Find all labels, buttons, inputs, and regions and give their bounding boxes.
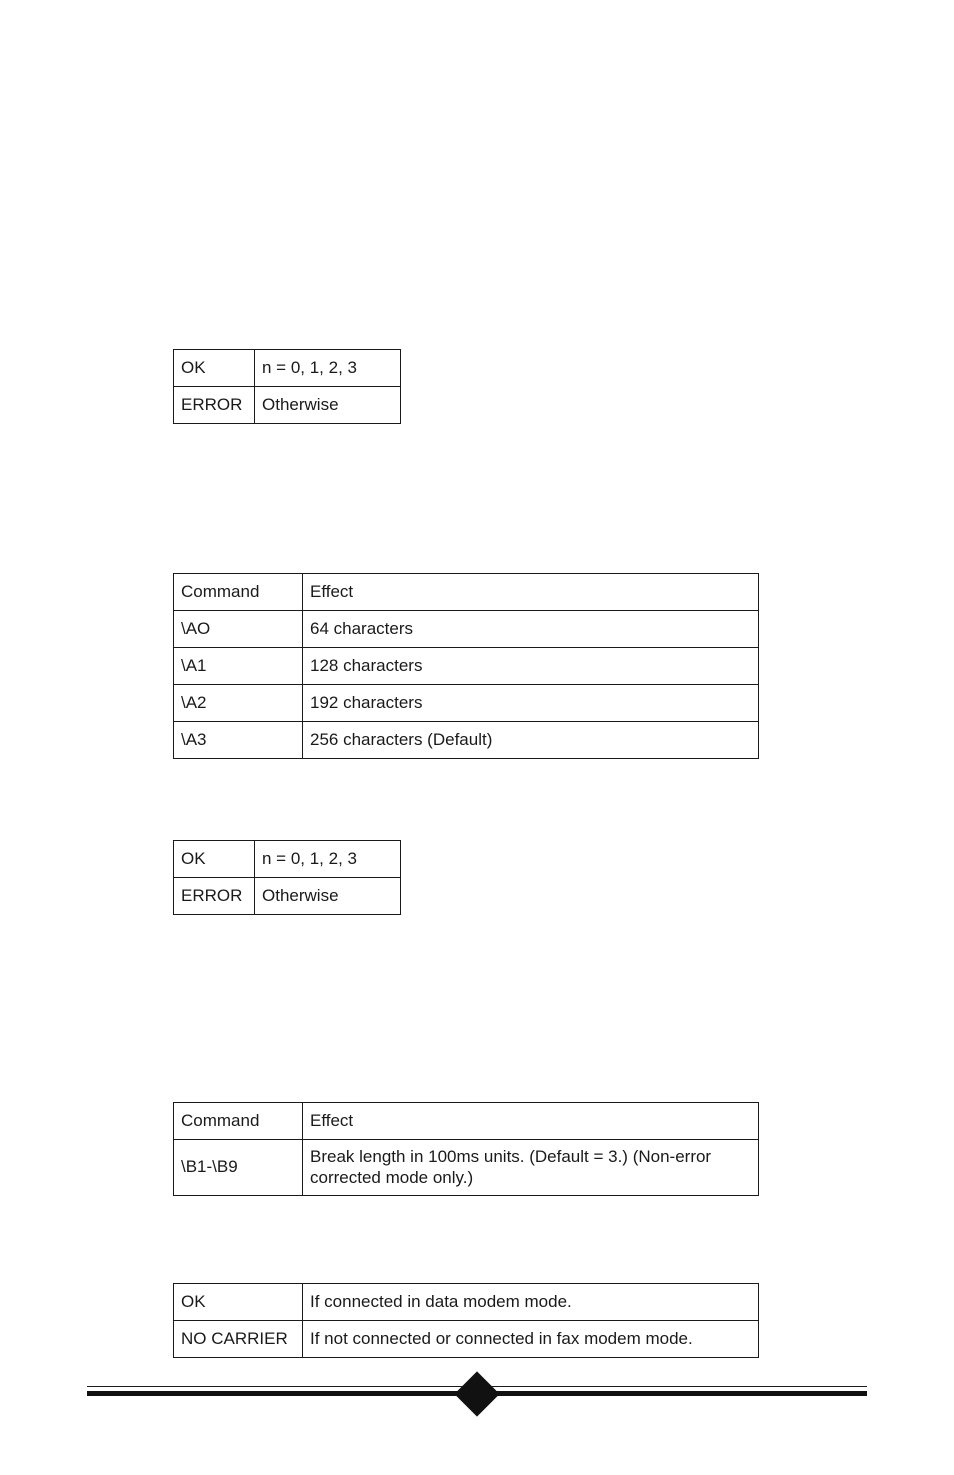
table-cell: If not connected or connected in fax modem mode. <box>303 1321 759 1358</box>
table-header-cell: Effect <box>303 574 759 611</box>
table-cell: \A2 <box>174 685 303 722</box>
result-codes-table-1 <box>173 349 401 424</box>
footer-diamond-ornament <box>454 1371 499 1416</box>
table-row <box>174 1284 759 1321</box>
table-cell: 256 characters (Default) <box>303 722 759 759</box>
table-row <box>174 722 759 759</box>
table-row <box>174 350 401 387</box>
table-header-row <box>174 574 759 611</box>
table-row <box>174 1321 759 1358</box>
table-cell: Otherwise <box>255 878 401 915</box>
table-cell: OK <box>174 841 255 878</box>
table-header-cell: Effect <box>303 1103 759 1140</box>
table-cell: \AO <box>174 611 303 648</box>
table-cell: Otherwise <box>255 387 401 424</box>
result-codes-table-2 <box>173 840 401 915</box>
break-length-command-table <box>173 1102 759 1196</box>
buffer-size-command-table <box>173 573 759 759</box>
table-header-cell: Command <box>174 574 303 611</box>
table-row <box>174 685 759 722</box>
table-cell: If connected in data modem mode. <box>303 1284 759 1321</box>
table-cell: 64 characters <box>303 611 759 648</box>
table-cell: ERROR <box>174 878 255 915</box>
table-cell: OK <box>174 350 255 387</box>
table-header-row <box>174 1103 759 1140</box>
table-cell: \A3 <box>174 722 303 759</box>
table-cell: \B1-\B9 <box>174 1140 303 1196</box>
table-cell: NO CARRIER <box>174 1321 303 1358</box>
table-cell: 192 characters <box>303 685 759 722</box>
table-cell: \A1 <box>174 648 303 685</box>
table-header-cell: Command <box>174 1103 303 1140</box>
table-row <box>174 841 401 878</box>
table-cell: n = 0, 1, 2, 3 <box>255 841 401 878</box>
table-row <box>174 611 759 648</box>
table-row <box>174 648 759 685</box>
table-row <box>174 1140 759 1196</box>
table-cell: 128 characters <box>303 648 759 685</box>
table-cell: ERROR <box>174 387 255 424</box>
table-cell: Break length in 100ms units. (Default = 3.) (Non-error corrected mode only.) <box>303 1140 759 1196</box>
table-cell: n = 0, 1, 2, 3 <box>255 350 401 387</box>
table-row <box>174 387 401 424</box>
table-cell: OK <box>174 1284 303 1321</box>
result-codes-table-3 <box>173 1283 759 1358</box>
table-row <box>174 878 401 915</box>
